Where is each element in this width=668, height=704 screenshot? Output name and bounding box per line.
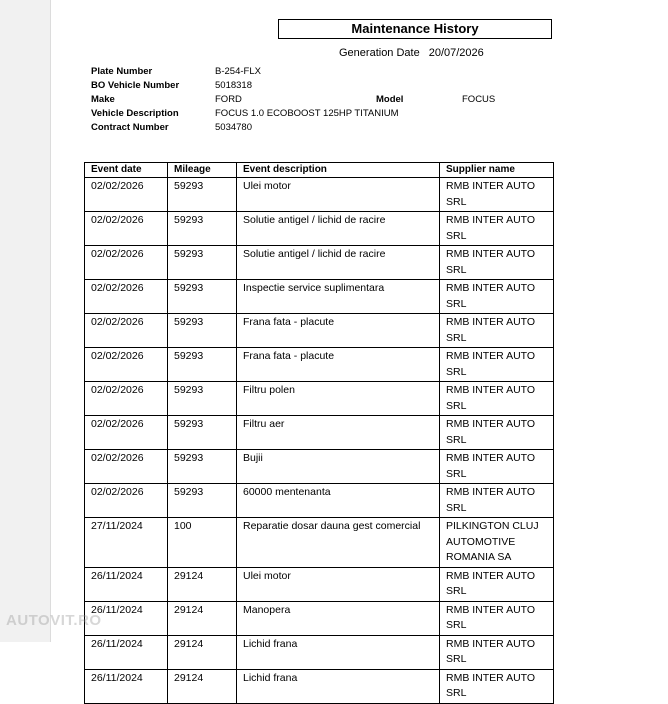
table-row <box>85 348 554 382</box>
table-row <box>85 178 554 212</box>
supplier-name-cell: RMB INTER AUTO SRL <box>440 212 554 246</box>
event-date-cell: 02/02/2026 <box>85 280 168 314</box>
event-date-cell: 26/11/2024 <box>85 635 168 669</box>
event-date-cell: 02/02/2026 <box>85 212 168 246</box>
event-date-cell: 26/11/2024 <box>85 567 168 601</box>
mileage-cell: 100 <box>168 518 237 568</box>
make-label: Make <box>91 94 115 105</box>
supplier-name-cell: RMB INTER AUTO SRL <box>440 635 554 669</box>
maintenance-events-table <box>84 162 554 704</box>
supplier-name-cell: RMB INTER AUTO SRL <box>440 246 554 280</box>
supplier-name-cell: RMB INTER AUTO SRL <box>440 280 554 314</box>
event-description-cell: Manopera <box>237 601 440 635</box>
supplier-name-cell: RMB INTER AUTO SRL <box>440 348 554 382</box>
event-date-cell: 02/02/2026 <box>85 450 168 484</box>
event-description-cell: Lichid frana <box>237 669 440 703</box>
contract-number-value: 5034780 <box>215 122 252 133</box>
supplier-name-cell: RMB INTER AUTO SRL <box>440 484 554 518</box>
mileage-cell: 59293 <box>168 280 237 314</box>
event-date-cell: 02/02/2026 <box>85 314 168 348</box>
header-mileage: Mileage <box>168 163 237 178</box>
header-event-description: Event description <box>237 163 440 178</box>
event-date-cell: 26/11/2024 <box>85 601 168 635</box>
table-row <box>85 280 554 314</box>
document-title: Maintenance History <box>278 19 552 39</box>
plate-value: B-254-FLX <box>215 66 261 77</box>
model-value: FOCUS <box>462 94 496 105</box>
event-description-cell: Frana fata - placute <box>237 314 440 348</box>
event-date-cell: 26/11/2024 <box>85 669 168 703</box>
event-date-cell: 02/02/2026 <box>85 416 168 450</box>
table-row <box>85 450 554 484</box>
table-row <box>85 567 554 601</box>
table-row <box>85 635 554 669</box>
mileage-cell: 59293 <box>168 246 237 280</box>
table-row <box>85 246 554 280</box>
event-description-cell: Reparatie dosar dauna gest comercial <box>237 518 440 568</box>
supplier-name-cell: RMB INTER AUTO SRL <box>440 314 554 348</box>
mileage-cell: 59293 <box>168 450 237 484</box>
event-date-cell: 27/11/2024 <box>85 518 168 568</box>
mileage-cell: 59293 <box>168 348 237 382</box>
event-description-cell: Ulei motor <box>237 178 440 212</box>
page-left-margin <box>0 0 51 642</box>
table-row <box>85 382 554 416</box>
mileage-cell: 29124 <box>168 635 237 669</box>
event-date-cell: 02/02/2026 <box>85 382 168 416</box>
table-row <box>85 314 554 348</box>
event-description-cell: Inspectie service suplimentara <box>237 280 440 314</box>
table-row <box>85 669 554 703</box>
generation-date-label: Generation Date <box>339 47 420 59</box>
supplier-name-cell: RMB INTER AUTO SRL <box>440 669 554 703</box>
vehicle-description-label: Vehicle Description <box>91 108 179 119</box>
supplier-name-cell: RMB INTER AUTO SRL <box>440 178 554 212</box>
event-description-cell: Ulei motor <box>237 567 440 601</box>
mileage-cell: 59293 <box>168 382 237 416</box>
bo-vehicle-value: 5018318 <box>215 80 252 91</box>
header-event-date: Event date <box>85 163 168 178</box>
mileage-cell: 59293 <box>168 484 237 518</box>
header-supplier-name: Supplier name <box>440 163 554 178</box>
watermark-text: AUTOVIT.RO <box>6 612 102 629</box>
mileage-cell: 59293 <box>168 178 237 212</box>
supplier-name-cell: RMB INTER AUTO SRL <box>440 601 554 635</box>
event-description-cell: Solutie antigel / lichid de racire <box>237 212 440 246</box>
event-description-cell: Frana fata - placute <box>237 348 440 382</box>
plate-label: Plate Number <box>91 66 153 77</box>
bo-vehicle-label: BO Vehicle Number <box>91 80 180 91</box>
table-header-row <box>85 163 554 178</box>
table-row <box>85 518 554 568</box>
generation-date <box>339 47 484 59</box>
supplier-name-cell: RMB INTER AUTO SRL <box>440 416 554 450</box>
watermark-logo <box>6 612 102 629</box>
mileage-cell: 59293 <box>168 212 237 246</box>
event-description-cell: Filtru aer <box>237 416 440 450</box>
table-row <box>85 484 554 518</box>
mileage-cell: 29124 <box>168 601 237 635</box>
event-description-cell: Solutie antigel / lichid de racire <box>237 246 440 280</box>
make-value: FORD <box>215 94 242 105</box>
event-description-cell: Bujii <box>237 450 440 484</box>
model-label: Model <box>376 94 404 105</box>
generation-date-value: 20/07/2026 <box>428 47 484 59</box>
mileage-cell: 59293 <box>168 416 237 450</box>
table-row <box>85 416 554 450</box>
contract-number-label: Contract Number <box>91 122 169 133</box>
supplier-name-cell: RMB INTER AUTO SRL <box>440 567 554 601</box>
mileage-cell: 29124 <box>168 669 237 703</box>
event-date-cell: 02/02/2026 <box>85 484 168 518</box>
event-description-cell: Lichid frana <box>237 635 440 669</box>
event-date-cell: 02/02/2026 <box>85 348 168 382</box>
supplier-name-cell: PILKINGTON CLUJ AUTOMOTIVE ROMANIA SA <box>440 518 554 568</box>
mileage-cell: 29124 <box>168 567 237 601</box>
event-description-cell: 60000 mentenanta <box>237 484 440 518</box>
event-date-cell: 02/02/2026 <box>85 246 168 280</box>
event-date-cell: 02/02/2026 <box>85 178 168 212</box>
supplier-name-cell: RMB INTER AUTO SRL <box>440 382 554 416</box>
mileage-cell: 59293 <box>168 314 237 348</box>
table-row <box>85 601 554 635</box>
table-row <box>85 212 554 246</box>
vehicle-description-value: FOCUS 1.0 ECOBOOST 125HP TITANIUM <box>215 108 399 119</box>
supplier-name-cell: RMB INTER AUTO SRL <box>440 450 554 484</box>
event-description-cell: Filtru polen <box>237 382 440 416</box>
